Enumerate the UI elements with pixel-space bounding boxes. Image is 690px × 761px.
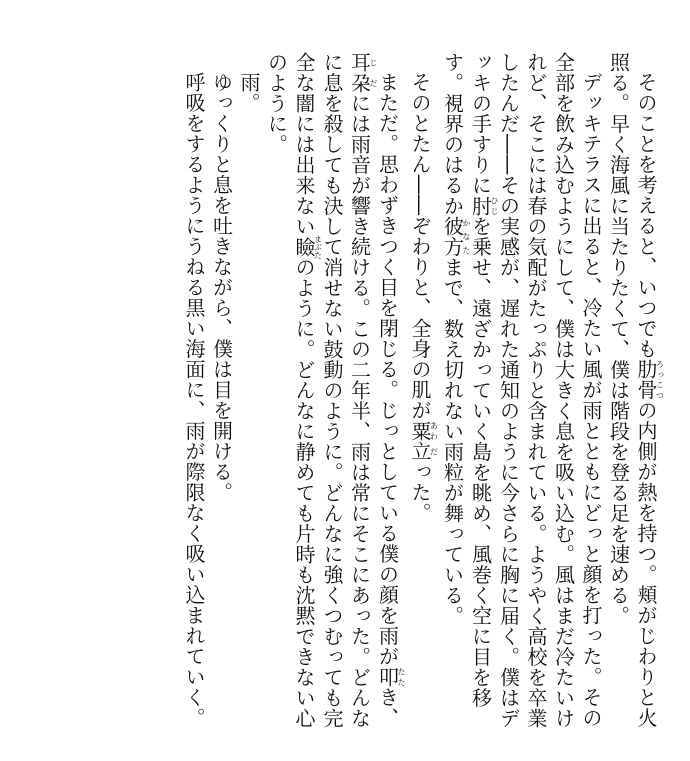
vertical-text-page: [14, 52, 664, 742]
ruby-reading: だ: [429, 441, 439, 462]
ruby-base: 耳: [347, 52, 372, 73]
paragraph: [180, 52, 208, 742]
text-run: き、: [375, 687, 400, 728]
ruby-base: 叩: [375, 666, 400, 687]
text-run: そのとたん――ぞわりと、全身の肌が: [408, 72, 432, 421]
ruby-reading: ひじ: [490, 195, 499, 216]
ruby-reading: じ: [369, 52, 378, 73]
text-run: 雨。: [237, 72, 261, 113]
text-run: には雨音が響き続ける。この二年半、雨は常にそこにあった。どんなに息を殺しても決して消せない鼓動のように。どんなに強くつむっても完全な闇には出来ない: [292, 52, 372, 729]
ruby-word: [347, 72, 378, 94]
paragraph: [235, 52, 263, 742]
ruby-word: [408, 441, 439, 462]
paragraph: [438, 52, 604, 742]
ruby-base: 立: [408, 441, 432, 462]
ruby-reading: だ: [369, 72, 378, 93]
text-run: の内側が熱を持つ。頬がじわりと火照る。早く海風に当たりたくて、僕は階段を登る足を速める。: [606, 52, 658, 728]
ruby-word: [292, 234, 323, 259]
ruby-word: [634, 359, 664, 400]
ruby-reading: たた: [397, 666, 406, 687]
ruby-word: [375, 666, 406, 688]
ruby-base: 肋骨: [634, 359, 658, 400]
ruby-base: 瞼: [292, 234, 316, 259]
paragraph: [604, 52, 664, 742]
text-run: った。: [408, 461, 432, 523]
ruby-word: [468, 195, 499, 217]
ruby-base: 彼方: [440, 216, 465, 257]
text-run: デッキテラスに出ると、冷たい風が雨とともにどっと顔を打った。その全部を飲み込むようにして、僕は大きく息を吸い込む。風はまだ冷たいけれど、そこには春の気配がたっぷりと含まれている。ようやく高校を卒業したんだ――その実感が、遅れた通知のように今さらに胸に届く。僕はデッキの手すりに: [468, 52, 603, 729]
ruby-reading: ろっこつ: [655, 359, 664, 400]
ruby-reading: かなた: [462, 216, 471, 257]
ruby-word: [347, 52, 378, 73]
text-run: ゆっくりと息を吐きながら、僕は目を開ける。: [209, 72, 234, 503]
ruby-base: 肘: [468, 195, 493, 216]
ruby-reading: まぶた: [313, 234, 323, 259]
text-run: まただ。思わずきつく目を閉じる。じっとしている僕の顔を雨が: [375, 72, 400, 667]
ruby-word: [440, 216, 471, 257]
ruby-word: [408, 420, 439, 442]
ruby-base: 朶: [347, 72, 372, 93]
text-run: 呼吸をするようにうねる黒い海面に、雨が際限なく吸い込まれていく。: [182, 72, 206, 728]
paragraph: [207, 52, 235, 742]
text-run: まで、数え切れない雨粒が舞っている。: [440, 257, 465, 626]
paragraph: [262, 52, 406, 742]
ruby-base: 粟: [408, 420, 432, 441]
text-run: のように。どんなに静めても片時も沈黙できない心のように。: [264, 52, 316, 729]
paragraph: [406, 52, 439, 742]
ruby-reading: あわ: [429, 420, 439, 441]
text-run: そのことを考えると、いつでも: [634, 72, 658, 359]
text-run: を乗せ、遠ざかっていく島を眺め、風巻く空に目を移す。視界のはるか: [440, 52, 493, 708]
